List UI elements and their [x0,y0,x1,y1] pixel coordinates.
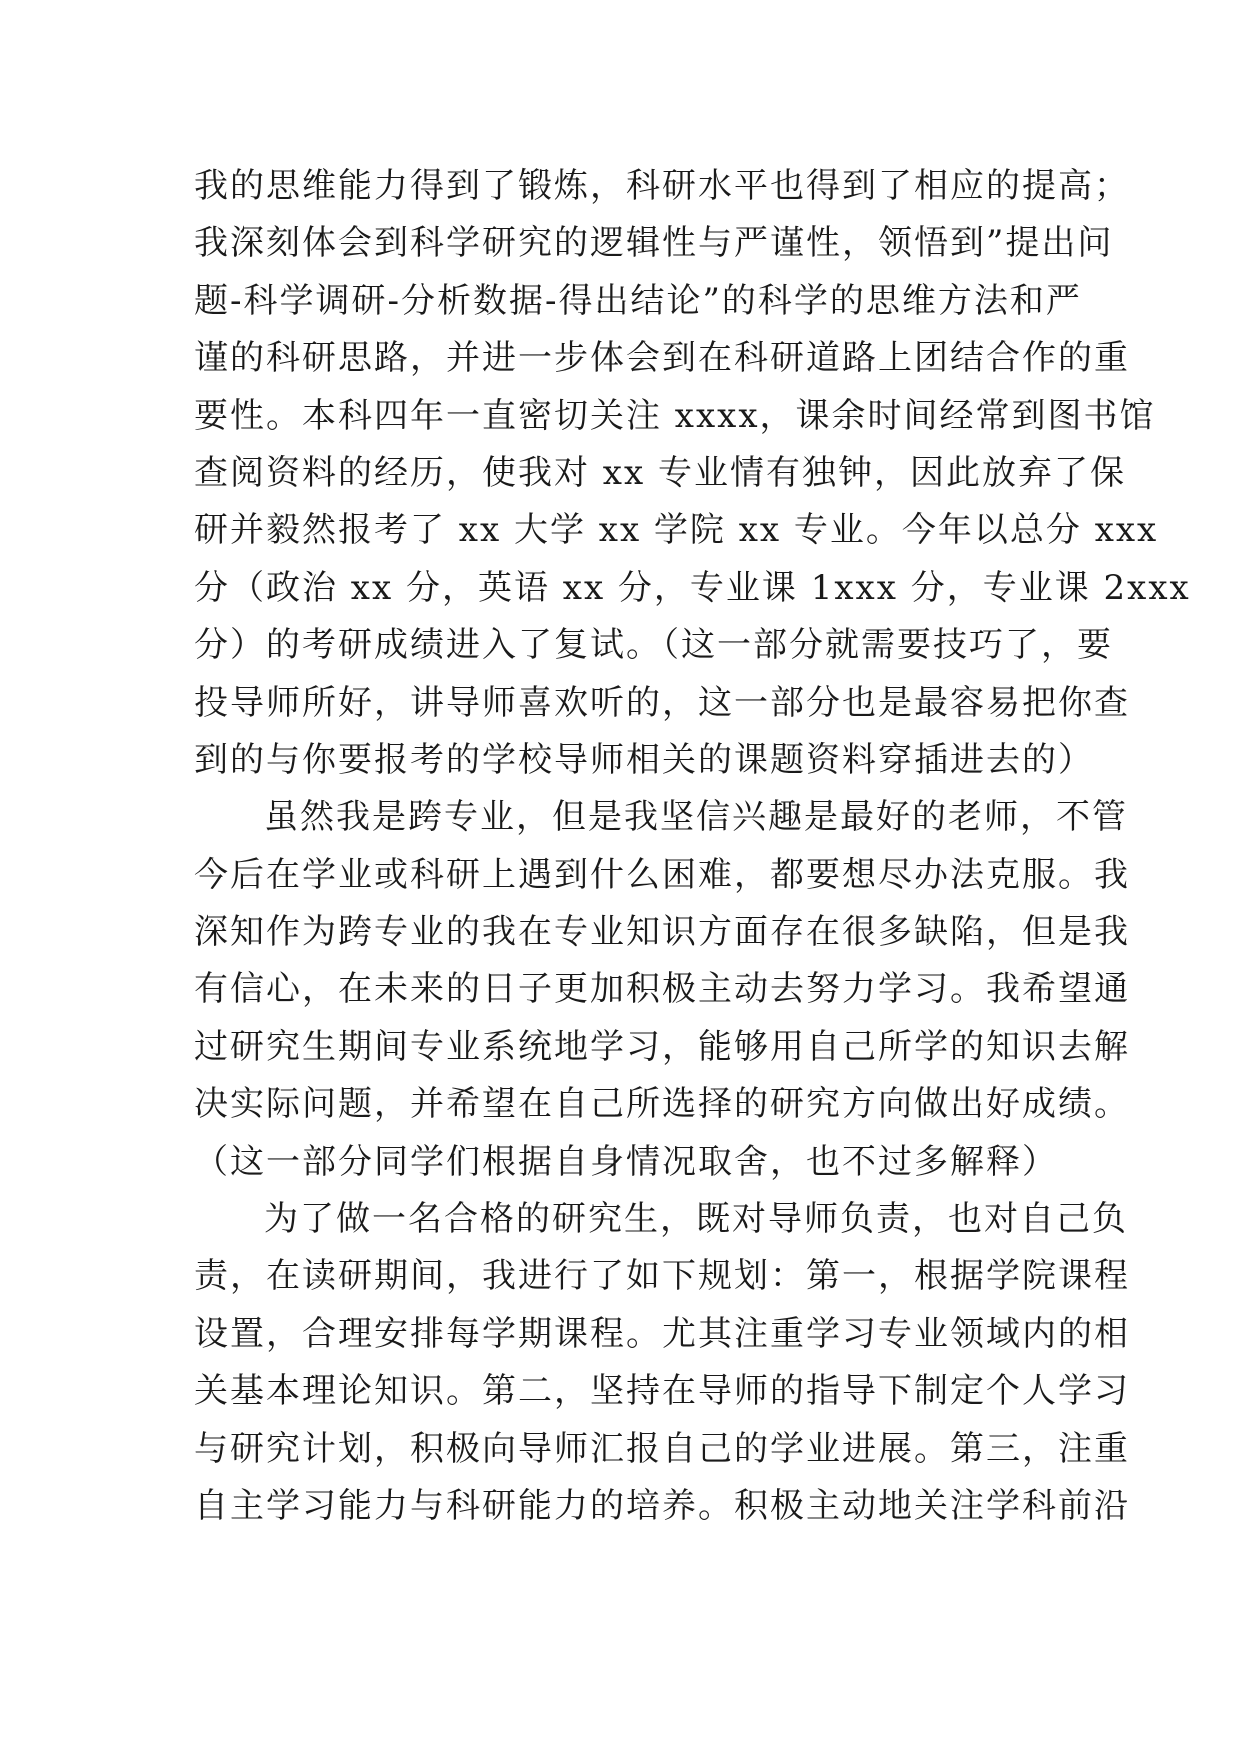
text-line: 过研究生期间专业系统地学习，能够用自己所学的知识去解 [194,1026,1130,1067]
text-line: 深知作为跨专业的我在专业知识方面存在很多缺陷，但是我 [194,912,1130,953]
text-line: 关基本理论知识。第二，坚持在导师的指导下制定个人学习 [194,1371,1130,1412]
text-line: 责，在读研期间，我进行了如下规划：第一，根据学院课程 [194,1256,1130,1297]
text-line: 分）的考研成绩进入了复试。（这一部分就需要技巧了，要 [194,625,1113,666]
text-line: 决实际问题，并希望在自己所选择的研究方向做出好成绩。 [194,1084,1130,1125]
text-line: （这一部分同学们根据自身情况取舍，也不过多解释） [194,1141,1058,1182]
text-line: 自主学习能力与科研能力的培养。积极主动地关注学科前沿 [194,1485,1130,1526]
text-line: 分（政治 xx 分，英语 xx 分，专业课 1xxx 分，专业课 2xxx [194,567,1191,608]
text-line: 谨的科研思路，并进一步体会到在科研道路上团结合作的重 [194,338,1130,379]
text-line: 设置，合理安排每学期课程。尤其注重学习专业领域内的相 [194,1313,1130,1354]
text-line: 与研究计划，积极向导师汇报自己的学业进展。第三，注重 [194,1428,1130,1469]
text-line: 我的思维能力得到了锻炼，科研水平也得到了相应的提高； [194,166,1130,206]
paragraph-2 [194,789,1130,1191]
text-line: 投导师所好，讲导师喜欢听的，这一部分也是最容易把你查 [194,682,1130,723]
text-line: 到的与你要报考的学校导师相关的课题资料穿插进去的） [194,739,1094,780]
text-line: 虽然我是跨专业，但是我坚信兴趣是最好的老师，不管 [264,797,1128,838]
text-line: 要性。本科四年一直密切关注 xxxx，课余时间经常到图书馆 [194,395,1156,436]
text-line: 今后在学业或科研上遇到什么困难，都要想尽办法克服。我 [194,854,1130,895]
text-line: 题-科学调研-分析数据-得出结论”的科学的思维方法和严 [194,280,1082,321]
text-line: 我深刻体会到科学研究的逻辑性与严谨性，领悟到”提出问 [194,223,1114,264]
text-line: 有信心，在未来的日子更加积极主动去努力学习。我希望通 [194,969,1130,1010]
paragraph-3 [194,1191,1130,1535]
text-line: 查阅资料的经历，使我对 xx 专业情有独钟，因此放弃了保 [194,452,1126,493]
document-body [194,158,1191,1535]
paragraph-1 [194,158,1191,789]
text-line: 研并毅然报考了 xx 大学 xx 学院 xx 专业。今年以总分 xxx [194,510,1159,551]
text-line: 为了做一名合格的研究生，既对导师负责，也对自己负 [264,1199,1128,1240]
